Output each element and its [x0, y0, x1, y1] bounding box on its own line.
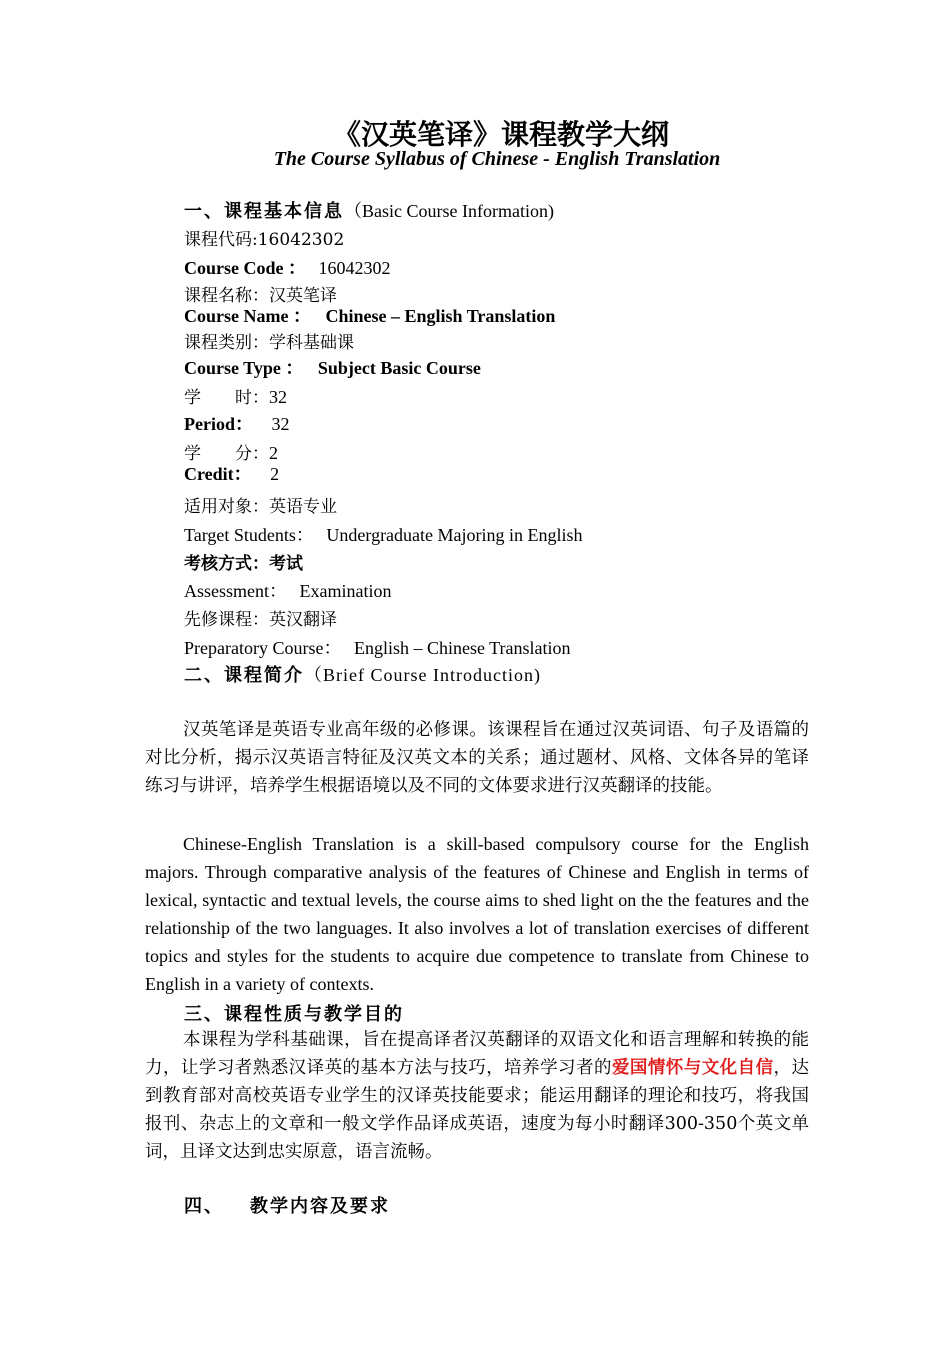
course-name-value: Chinese – English Translation — [325, 306, 556, 326]
section2-heading-en: （Brief Course Introduction) — [304, 665, 541, 685]
prereq-cn: 先修课程：英汉翻译 — [184, 610, 337, 630]
purpose-text-after: ，达到教育部对高校英语专业学生的汉译英技能要求；能运用翻译的理论和技巧，将我国报刊、杂志上的文章和一般文学作品译成英语，速度为每小时翻译300-350个英文单词，且译文达到忠实原意，语言流畅。 — [145, 1058, 810, 1162]
course-type-cn: 课程类别：学科基础课 — [184, 333, 354, 353]
intro-paragraph-en: Chinese-English Translation is a skill-based compulsory course for the English majors. Through comparative analysis of the features of Chinese and English in terms of lexical, syntactic and textual levels, the course aims to shed light on the the features and the relationship of the two languages. It also involves a lot of translation exercises of different topics and styles for the students to acquire due competence to translate from Chinese to English in a variety of contexts. — [145, 834, 809, 994]
period-label: Period： — [184, 414, 253, 434]
intro-paragraph-cn: 汉英笔译是英语专业高年级的必修课。该课程旨在通过汉英词语、句子及语篇的对比分析，揭示汉英语言特征及汉英文本的关系；通过题材、风格、文体各异的笔译练习与讲评，培养学生根据语境以及不同的文体要求进行汉英翻译的技能。 — [145, 720, 809, 796]
section1-heading — [184, 197, 554, 223]
prereq-value: English – Chinese Translation — [353, 638, 571, 658]
period-en — [184, 410, 290, 436]
course-type-label: Course Type ： — [184, 358, 304, 378]
section4-heading-text: 教学内容及要求 — [250, 1196, 390, 1217]
hours-cn — [184, 383, 287, 408]
course-code-label: Course Code ： — [184, 258, 306, 278]
target-value: Undergraduate Majoring in English — [326, 525, 583, 545]
credit-value: 2 — [270, 464, 280, 484]
course-code-value: 16042302 — [318, 258, 391, 278]
purpose-paragraph — [145, 1026, 809, 1166]
section4-heading — [184, 1192, 390, 1218]
credit-cn-value: 2 — [269, 443, 278, 463]
section1-heading-cn: 一、课程基本信息 — [184, 201, 344, 222]
period-value: 32 — [271, 414, 290, 434]
document-title: 《汉英笔译》课程教学大纲 — [332, 118, 669, 151]
course-type-en — [184, 354, 481, 380]
credit-cn-label: 学 分： — [184, 444, 269, 464]
prereq-label: Preparatory Course： — [184, 638, 342, 658]
target-en — [184, 521, 583, 547]
course-name-cn: 课程名称：汉英笔译 — [184, 286, 337, 306]
assessment-en — [184, 577, 391, 603]
section3-heading: 三、课程性质与教学目的 — [184, 1004, 404, 1025]
credit-en — [184, 460, 279, 486]
purpose-highlight: 爱国情怀与文化自信 — [611, 1058, 774, 1078]
assessment-label: Assessment： — [184, 581, 287, 601]
document-subtitle: The Course Syllabus of Chinese - English Translation — [273, 148, 721, 170]
section2-heading — [184, 661, 541, 687]
purpose-text-before: 本课程为学科基础课，旨在提高译者汉英翻译的双语文化和语言理解和转换的能力，让学习者熟悉汉译英的基本方法与技巧，培养学习者的 — [145, 1030, 809, 1078]
section4-heading-num: 四、 — [184, 1196, 224, 1217]
prereq-en — [184, 634, 570, 660]
hours-cn-label: 学 时： — [184, 388, 269, 408]
target-label: Target Students： — [184, 525, 314, 545]
credit-label: Credit： — [184, 464, 252, 484]
hours-cn-value: 32 — [269, 387, 287, 407]
section1-heading-en: （Basic Course Information) — [344, 201, 554, 221]
section2-heading-cn: 二、课程简介 — [184, 665, 304, 686]
course-name-en — [184, 302, 555, 328]
assessment-cn: 考核方式：考试 — [184, 554, 303, 574]
course-code-en — [184, 254, 391, 280]
assessment-value: Examination — [299, 581, 392, 601]
course-code-cn: 课程代码:16042302 — [184, 230, 345, 250]
course-type-value: Subject Basic Course — [317, 358, 481, 378]
course-name-label: Course Name ： — [184, 306, 311, 326]
target-cn: 适用对象：英语专业 — [184, 497, 337, 517]
